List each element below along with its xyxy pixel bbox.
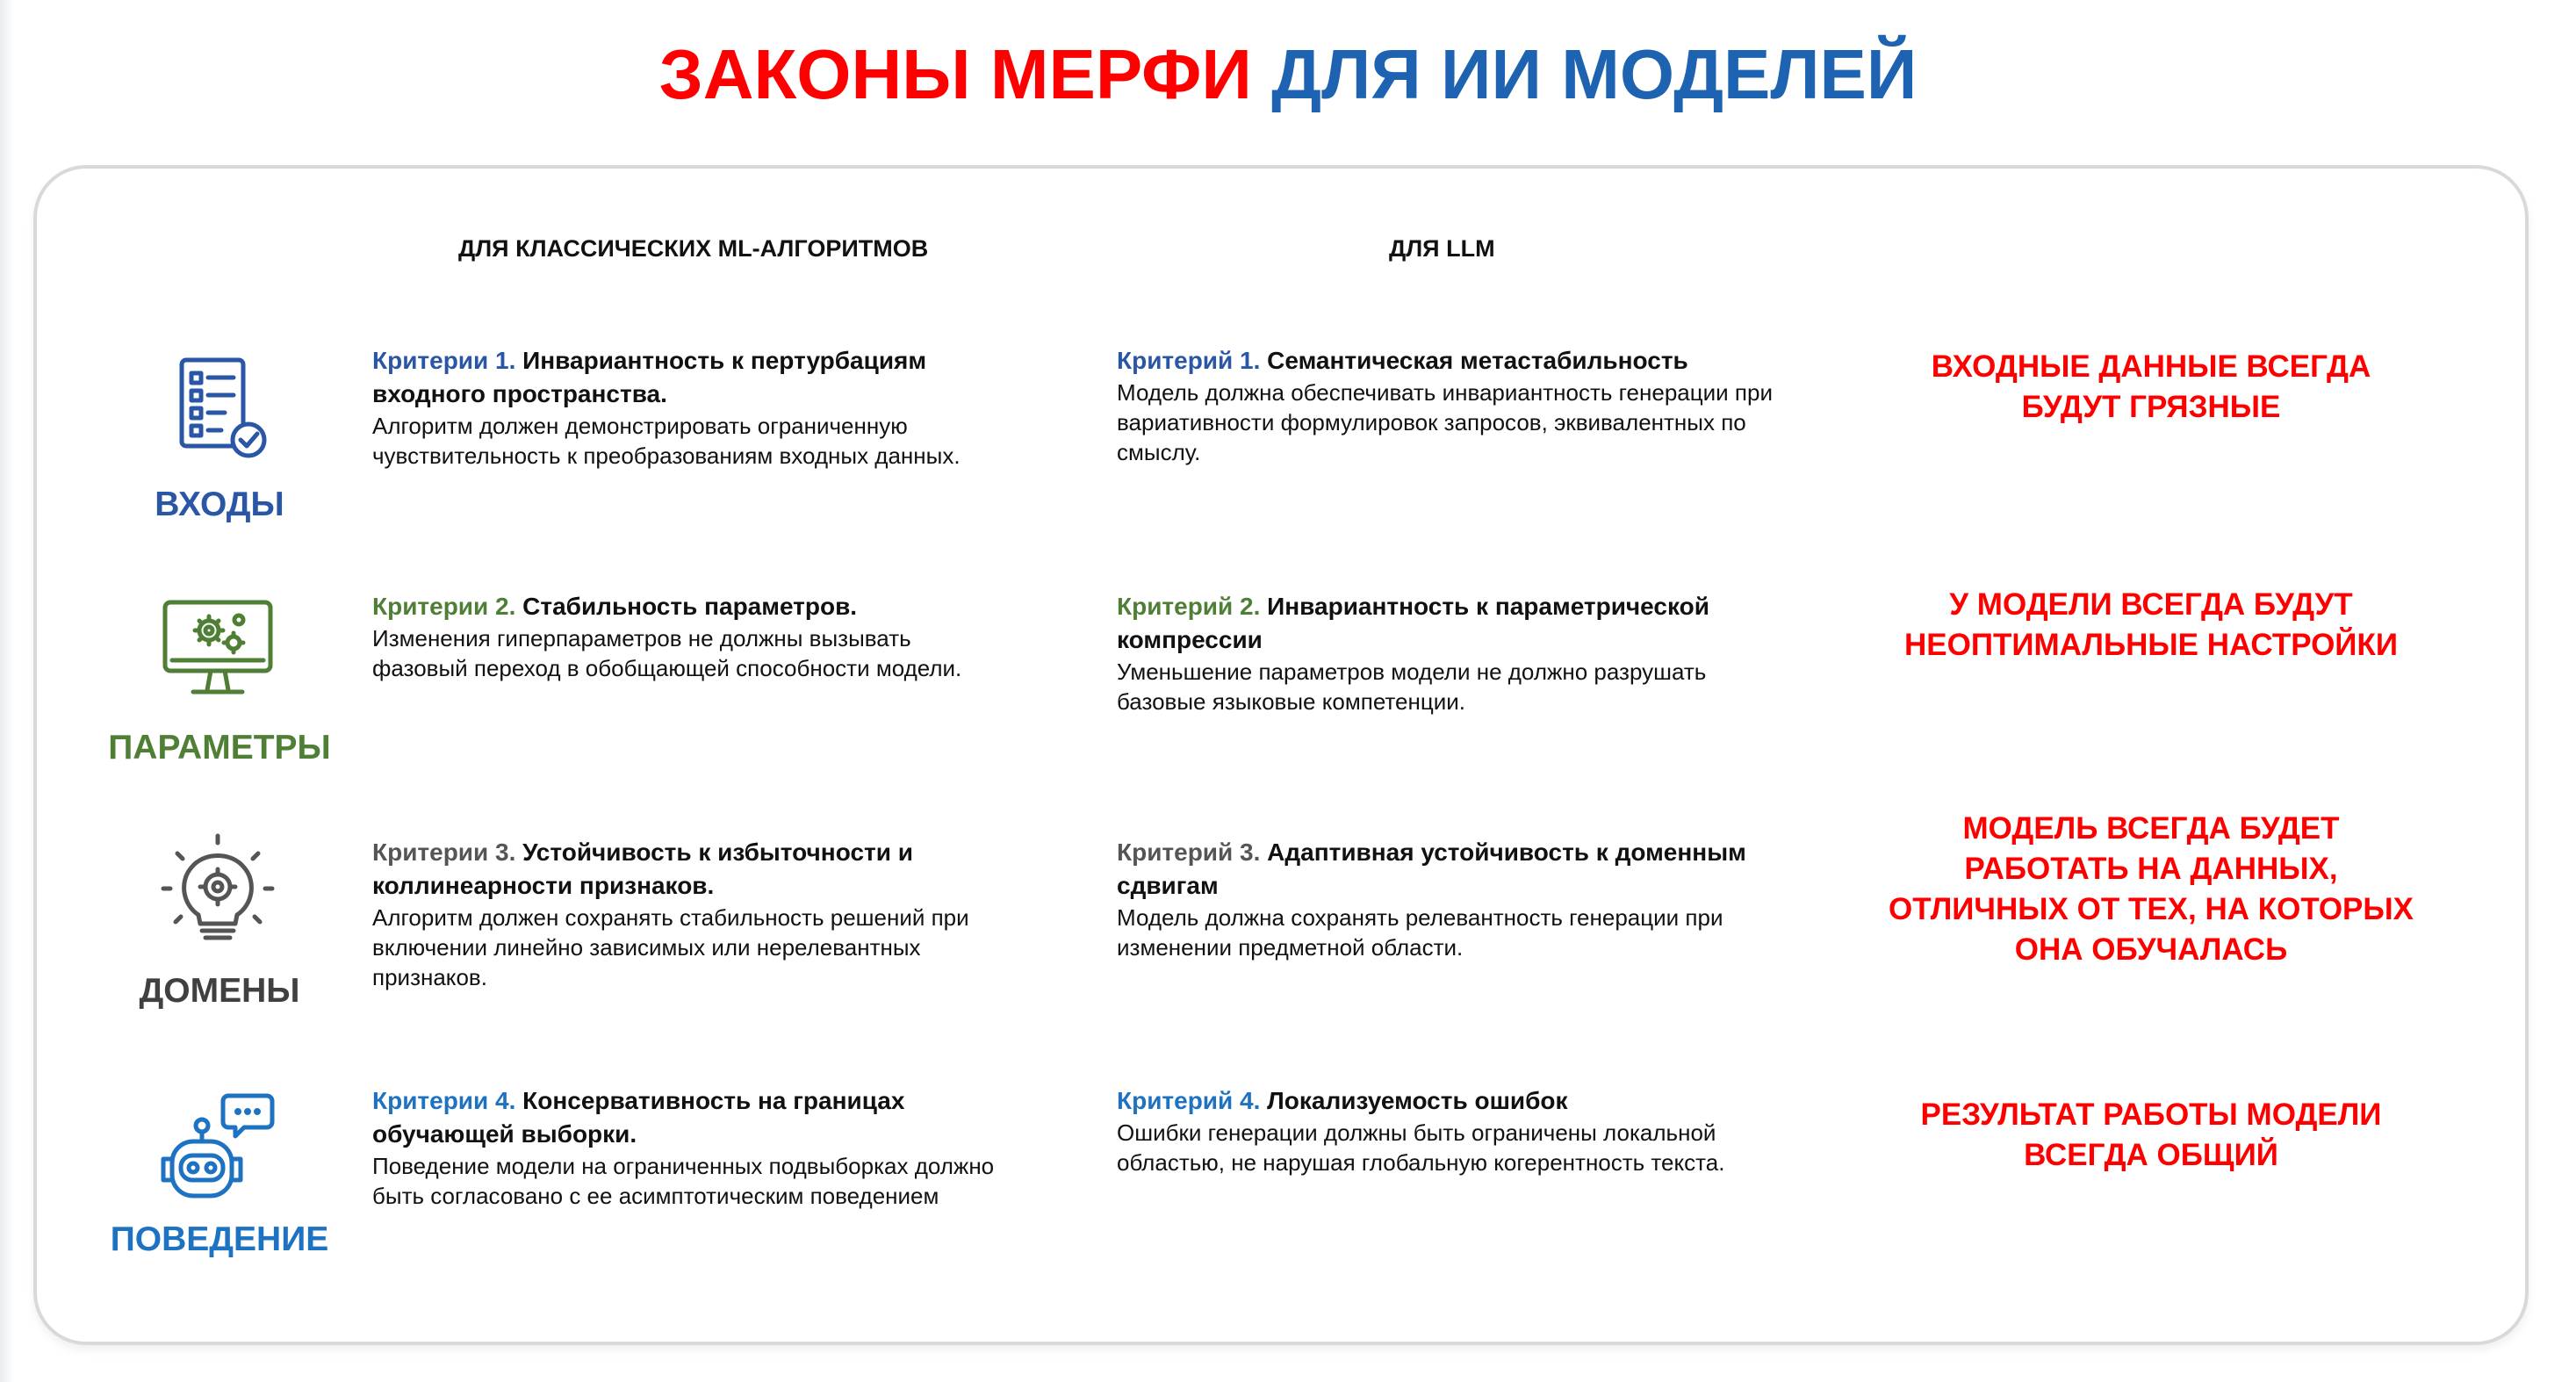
classic-criterion-2 (372, 590, 1004, 683)
criterion-number: Критерии 3. (372, 839, 516, 866)
criterion-heading (372, 836, 1004, 903)
classic-criterion-4 (372, 1084, 1022, 1211)
criterion-description: Алгоритм должен демонстрировать ограниченную чувствительность к преобразованиям входных данных. (372, 413, 961, 469)
criterion-description: Уменьшение параметров модели не должно разрушать базовые языковые компетенции. (1117, 659, 1707, 715)
category-label-domains: ДОМЕНЫ (139, 972, 300, 1010)
criterion-heading (372, 590, 1004, 623)
monitor-gears-icon (156, 587, 279, 709)
lightbulb-gear-icon (156, 831, 279, 954)
criterion-number: Критерий 1. (1117, 347, 1261, 374)
criterion-heading (372, 344, 1004, 411)
murphy-law-1: ВХОДНЫЕ ДАННЫЕ ВСЕГДА БУДУТ ГРЯЗНЫЕ (1931, 349, 2371, 424)
murphy-law-4: РЕЗУЛЬТАТ РАБОТЫ МОДЕЛИ ВСЕГДА ОБЩИЙ (1920, 1098, 2382, 1172)
category-label-parameters: ПАРАМЕТРЫ (108, 729, 331, 767)
llm-criterion-2 (1117, 590, 1767, 716)
left-edge-shade (0, 0, 14, 1382)
robot-chat-icon (156, 1089, 279, 1212)
criterion-description: Модель должна обеспечивать инвариантность генерации при вариативности формулировок запросов, эквивалентных по смыслу. (1117, 379, 1773, 465)
llm-criterion-4 (1117, 1084, 1767, 1177)
criterion-title: Адаптивная устойчивость к доменным сдвигам (1117, 839, 1746, 899)
criterion-title: Стабильность параметров. (522, 593, 858, 620)
criterion-heading (372, 1084, 1022, 1151)
criterion-number: Критерий 4. (1117, 1087, 1261, 1114)
criterion-number: Критерий 2. (1117, 593, 1261, 620)
criterion-title: Консервативность на границах обучающей выборки. (372, 1087, 905, 1148)
title-part-red: ЗАКОНЫ МЕРФИ (658, 35, 1252, 113)
criterion-description: Модель должна сохранять релевантность генерации при изменении предметной области. (1117, 904, 1723, 961)
criterion-description: Поведение модели на ограниченных подвыборках должно быть согласовано с ее асимптотическим поведением (372, 1153, 995, 1209)
llm-criterion-3 (1117, 836, 1767, 962)
classic-criterion-3 (372, 836, 1004, 992)
criterion-number: Критерии 4. (372, 1087, 516, 1114)
murphy-law-2: У МОДЕЛИ ВСЕГДА БУДУТ НЕОПТИМАЛЬНЫЕ НАСТРОЙКИ (1904, 587, 2398, 662)
criterion-heading (1117, 1084, 1767, 1118)
category-label-behavior: ПОВЕДЕНИЕ (110, 1220, 329, 1258)
criterion-description: Ошибки генерации должны быть ограничены локальной областью, не нарушая глобальную когерентность текста. (1117, 1119, 1725, 1176)
criterion-title: Локализуемость ошибок (1267, 1087, 1568, 1114)
criterion-number: Критерии 2. (372, 593, 516, 620)
criterion-number: Критерий 3. (1117, 839, 1261, 866)
criterion-title: Устойчивость к избыточности и коллинеарности признаков. (372, 839, 913, 899)
criterion-heading (1117, 590, 1767, 657)
column-header-classic: ДЛЯ КЛАССИЧЕСКИХ ML-АЛГОРИТМОВ (458, 235, 929, 262)
criterion-description: Алгоритм должен сохранять стабильность решений при включении линейно зависимых или нерелевантных признаков. (372, 904, 969, 990)
column-header-llm: ДЛЯ LLM (1389, 235, 1495, 262)
llm-criterion-1 (1117, 344, 1784, 467)
criterion-title: Инвариантность к параметрической компрессии (1117, 593, 1709, 653)
criterion-heading (1117, 344, 1784, 378)
criterion-heading (1117, 836, 1767, 903)
category-label-inputs: ВХОДЫ (155, 486, 284, 523)
criterion-description: Изменения гиперпараметров не должны вызывать фазовый переход в обобщающей способности модели. (372, 625, 962, 681)
classic-criterion-1 (372, 344, 1004, 471)
title-part-blue: ДЛЯ ИИ МОДЕЛЕЙ (1271, 35, 1918, 113)
page-title (0, 26, 2576, 123)
criterion-title: Семантическая метастабильность (1267, 347, 1688, 374)
checklist-icon (160, 347, 283, 470)
murphy-law-3: МОДЕЛЬ ВСЕГДА БУДЕТ РАБОТАТЬ НА ДАННЫХ, ОТЛИЧНЫХ ОТ ТЕХ, НА КОТОРЫХ ОНА ОБУЧАЛАСЬ (1888, 811, 2414, 967)
criterion-number: Критерии 1. (372, 347, 516, 374)
criterion-title: Инвариантность к пертурбациям входного пространства. (372, 347, 927, 407)
